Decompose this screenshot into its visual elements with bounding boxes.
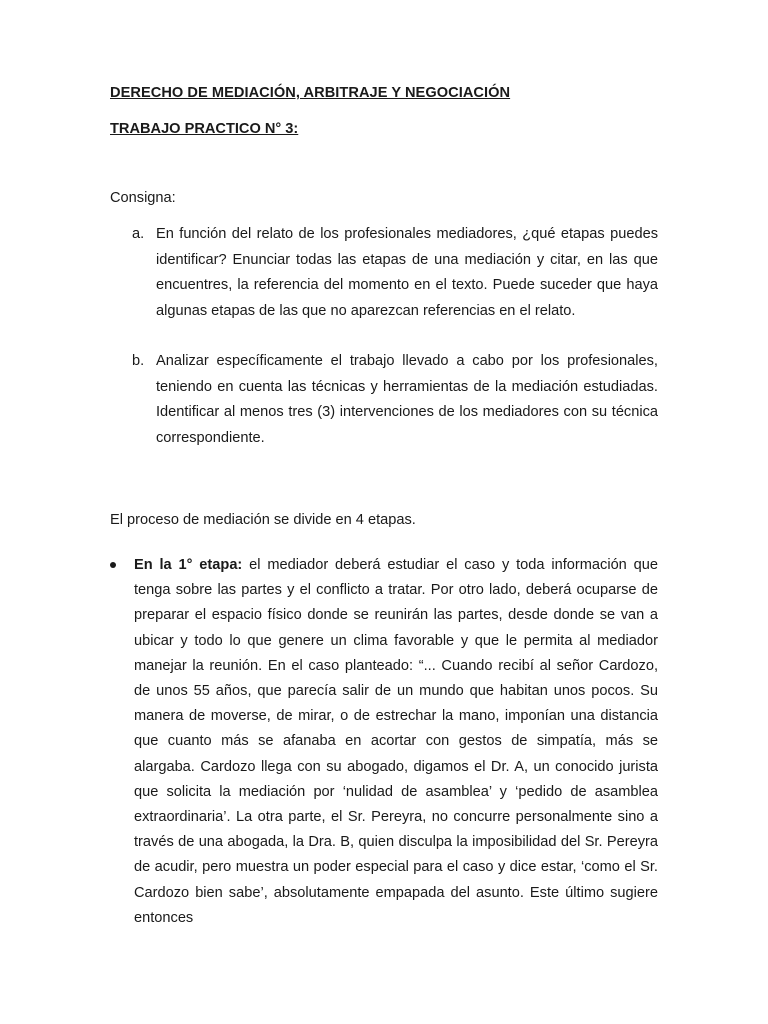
- intro-paragraph: El proceso de mediación se divide en 4 etapas.: [110, 512, 416, 528]
- consigna-item-text: Analizar específicamente el trabajo llevado a cabo por los profesionales, teniendo en cuenta las técnicas y herramientas de la mediación estudiadas. Identificar al menos tres (3) intervenciones de los mediadores con su técnica correspondiente.: [156, 353, 658, 446]
- document-title: DERECHO DE MEDIACIÓN, ARBITRAJE Y NEGOCIACIÓN: [110, 85, 511, 101]
- consigna-item-text: En función del relato de los profesionales mediadores, ¿qué etapas puedes identificar? Enunciar todas las etapas de una mediación y citar, en las que encuentres, la referencia del momento en el texto. Puede suceder que haya algunas etapas de las que no aparezcan referencias en el relato.: [156, 226, 658, 319]
- etapa-text: el mediador deberá estudiar el caso y toda información que tenga sobre las partes y el conflicto a tratar. Por otro lado, deberá ocuparse de preparar el espacio físico donde se reunirán las partes, desde donde se van a ubicar y todo lo que genere un clima favorable y que le permita al mediador manejar la reunión. En el caso planteado: “... Cuando recibí al señor Cardozo, de unos 55 años, que parecía salir de un mundo que habitan unos pocos. Su manera de moverse, de mirar, o de estrechar la mano, imponían una distancia que cuanto más se afanaba en acortar con gestos de simpatía, más se alargaba. Cardozo llega con su abogado, digamos el Dr. A, un conocido jurista que solicita la mediación por ‘nulidad de asamblea’ y ‘pedido de asamblea extraordinaria’. La otra parte, el Sr. Pereyra, no concurre personalmente sino a través de una abogada, la Dra. B, quien disculpa la imposibilidad del Sr. Pereyra de acudir, pero muestra un poder especial para el caso y dice estar, ‘como el Sr. Cardozo bien sabe’, absolutamente empapada del asunto. Este último sugiere entonces: [134, 557, 658, 926]
- bullet-icon: [110, 562, 116, 568]
- list-marker: a.: [132, 226, 145, 242]
- etapa-item-1: [110, 553, 658, 931]
- consigna-label: Consigna:: [110, 190, 176, 206]
- consigna-item-b: [110, 349, 658, 451]
- list-marker: b.: [132, 353, 145, 369]
- consigna-item-a: [110, 222, 658, 324]
- consigna-list: [110, 222, 658, 451]
- etapa-label: En la 1° etapa:: [134, 557, 243, 573]
- document-subtitle: TRABAJO PRACTICO N° 3:: [110, 121, 299, 137]
- etapas-list: [110, 553, 658, 931]
